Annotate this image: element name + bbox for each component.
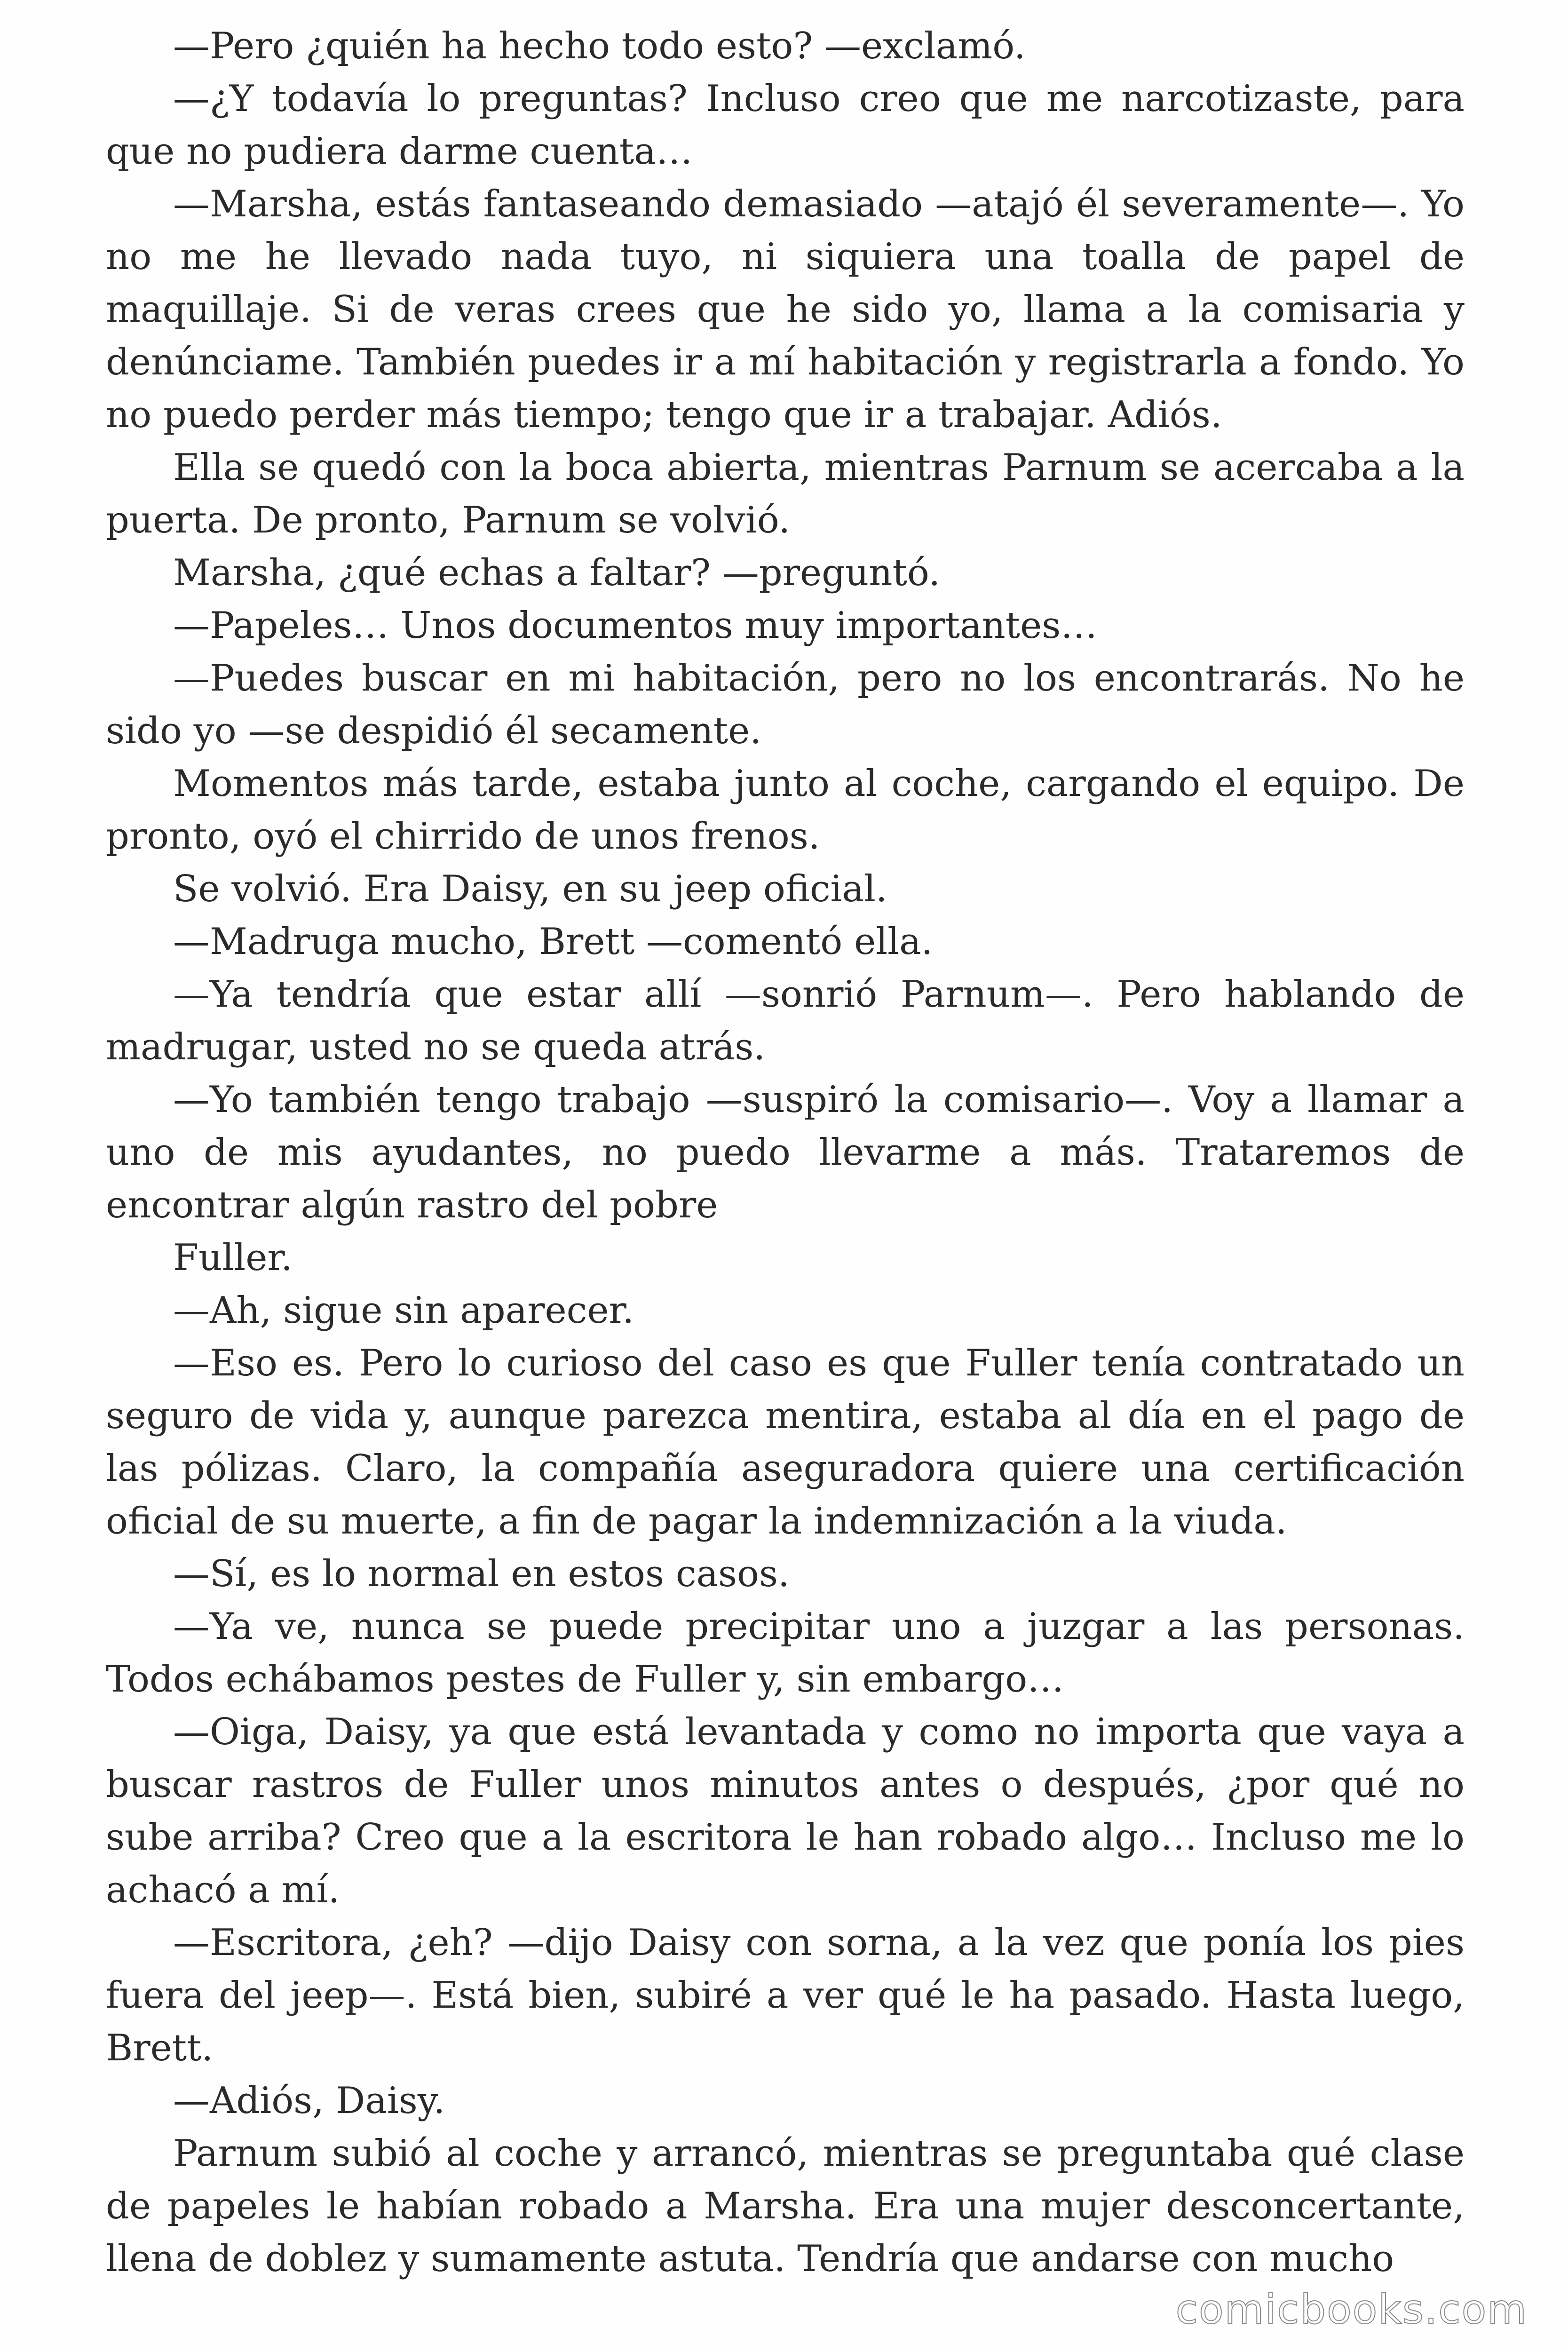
paragraph-1: —Pero ¿quién ha hecho todo esto? —exclamó. bbox=[173, 25, 1026, 67]
paragraph-21: Parnum subió al coche y arrancó, mientras se preguntaba qué clase de papeles le habían robado a Marsha. Era una mujer desconcertante, llena de doblez y sumamente astuta. Tendría que andarse con mucho bbox=[106, 2132, 1465, 2280]
paragraph-15: —Eso es. Pero lo curioso del caso es que Fuller tenía contratado un seguro de vida y, aunque parezca mentira, estaba al día en el pago de las pólizas. Claro, la compañía aseguradora quiere una certificación oficial de su muerte, a fin de pagar la indemnización a la viuda. bbox=[106, 1342, 1465, 1542]
paragraph-18: —Oiga, Daisy, ya que está levantada y como no importa que vaya a buscar rastros de Fuller unos minutos antes o después, ¿por qué no sube arriba? Creo que a la escritora le han robado algo… Incluso me lo achacó a mí. bbox=[106, 1711, 1465, 1911]
paragraph-13: Fuller. bbox=[173, 1237, 293, 1279]
paragraph-17: —Ya ve, nunca se puede precipitar uno a juzgar a las personas. Todos echábamos pestes de Fuller y, sin embargo… bbox=[106, 1605, 1465, 1700]
paragraph-5: Marsha, ¿qué echas a faltar? —preguntó. bbox=[173, 552, 941, 594]
paragraph-3: —Marsha, estás fantaseando demasiado —atajó él severamente—. Yo no me he llevado nada tuyo, ni siquiera una toalla de papel de maquillaje. Si de veras crees que he sido yo, llama a la comisaria y denúnciame. También puedes ir a mí habitación y registrarla a fondo. Yo no puedo perder más tiempo; tengo que ir a trabajar. Adiós. bbox=[106, 183, 1465, 436]
paragraph-11: —Ya tendría que estar allí —sonrió Parnum—. Pero hablando de madrugar, usted no se queda atrás. bbox=[106, 973, 1465, 1068]
paragraph-6: —Papeles… Unos documentos muy importantes… bbox=[173, 604, 1098, 647]
paragraph-9: Se volvió. Era Daisy, en su jeep oficial. bbox=[173, 868, 887, 910]
paragraph-10: —Madruga mucho, Brett —comentó ella. bbox=[173, 921, 933, 963]
paragraph-19: —Escritora, ¿eh? —dijo Daisy con sorna, a la vez que ponía los pies fuera del jeep—. Está bien, subiré a ver qué le ha pasado. Hasta luego, Brett. bbox=[106, 1922, 1465, 2069]
watermark: comicbooks.com bbox=[1175, 2286, 1528, 2333]
paragraph-20: —Adiós, Daisy. bbox=[173, 2080, 445, 2122]
paragraph-16: —Sí, es lo normal en estos casos. bbox=[173, 1553, 790, 1595]
paragraph-8: Momentos más tarde, estaba junto al coche, cargando el equipo. De pronto, oyó el chirrido de unos frenos. bbox=[106, 763, 1465, 858]
paragraph-7: —Puedes buscar en mi habitación, pero no los encontrarás. No he sido yo —se despidió él secamente. bbox=[106, 657, 1465, 752]
paragraph-2: —¿Y todavía lo preguntas? Incluso creo que me narcotizaste, para que no pudiera darme cuenta… bbox=[106, 78, 1465, 173]
paragraph-14: —Ah, sigue sin aparecer. bbox=[173, 1289, 634, 1332]
paragraph-4: Ella se quedó con la boca abierta, mientras Parnum se acercaba a la puerta. De pronto, Parnum se volvió. bbox=[106, 446, 1465, 541]
paragraph-12: —Yo también tengo trabajo —suspiró la comisario—. Voy a llamar a uno de mis ayudantes, no puedo llevarme a más. Trataremos de encontrar algún rastro del pobre bbox=[106, 1079, 1465, 1226]
